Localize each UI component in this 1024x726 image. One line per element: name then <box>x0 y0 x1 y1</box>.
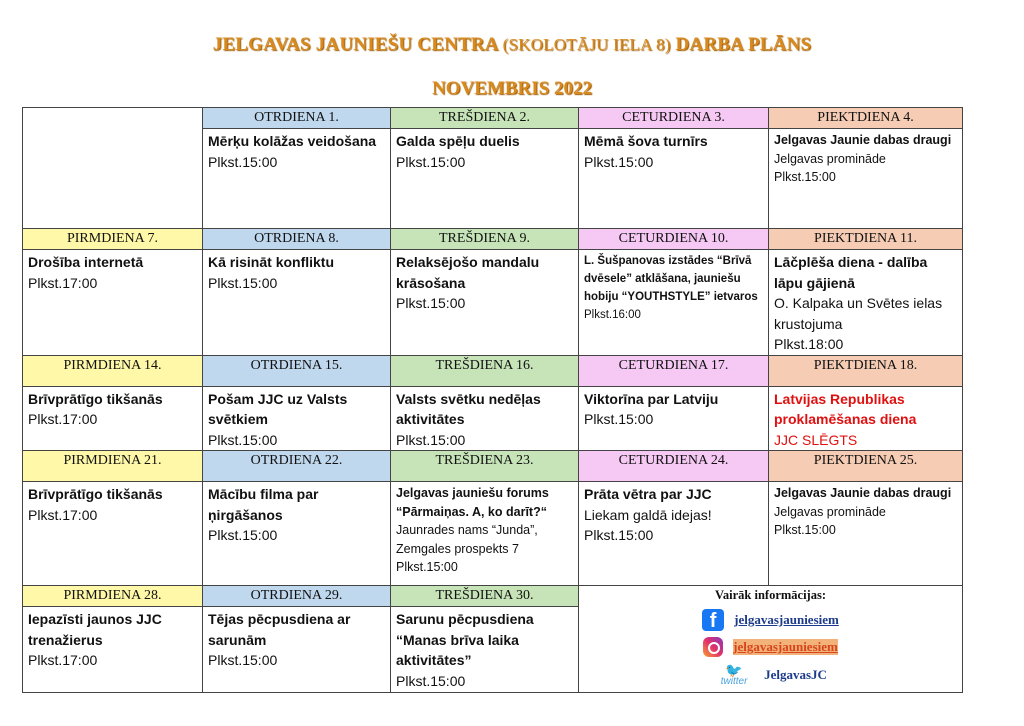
day-header: CETURDIENA 10. <box>579 229 769 250</box>
event-cell <box>579 250 769 356</box>
event-title: Brīvprātīgo tikšanās <box>28 390 163 407</box>
event-row <box>23 250 963 356</box>
header-row <box>23 108 963 129</box>
event-time: Plkst.15:00 <box>396 560 458 574</box>
title-address: (SKOLOTĀJU IELA 8) <box>502 35 671 54</box>
info-cell <box>579 586 963 693</box>
day-header: TREŠDIENA 23. <box>391 451 579 482</box>
day-header: CETURDIENA 3. <box>579 108 769 129</box>
event-cell <box>391 482 579 586</box>
event-time: Plkst.15:00 <box>208 527 278 543</box>
event-cell <box>203 386 391 451</box>
schedule-table <box>22 107 963 693</box>
event-cell <box>769 482 963 586</box>
day-header: OTRDIENA 29. <box>203 586 391 607</box>
event-title: Jelgavas Jaunie dabas draugi <box>774 486 952 500</box>
more-info-panel <box>579 588 962 687</box>
event-location: Jelgavas promināde <box>774 151 886 166</box>
event-row <box>23 482 963 586</box>
day-header: PIRMDIENA 7. <box>23 229 203 250</box>
day-header: CETURDIENA 17. <box>579 355 769 386</box>
day-header: PIEKTDIENA 25. <box>769 451 963 482</box>
day-header: PIRMDIENA 28. <box>23 586 203 607</box>
event-title: Mēmā šova turnīrs <box>584 133 708 149</box>
event-location: O. Kalpaka un Svētes ielas krustojuma <box>774 295 943 332</box>
instagram-row <box>579 637 962 657</box>
event-cell <box>391 250 579 356</box>
day-header: TREŠDIENA 2. <box>391 108 579 129</box>
event-time: Plkst.15:00 <box>208 431 278 448</box>
day-header: TREŠDIENA 16. <box>391 355 579 386</box>
event-cell <box>579 482 769 586</box>
event-title: Jelgavas jauniešu forums “Pārmaiņas. A, ko darīt?“ <box>396 486 549 519</box>
day-header: OTRDIENA 15. <box>203 355 391 386</box>
day-header: PIEKTDIENA 4. <box>769 108 963 129</box>
more-info-heading: Vairāk informācijas: <box>715 588 826 602</box>
instagram-handle[interactable]: jelgavasjauniesiem <box>733 639 838 654</box>
instagram-icon <box>703 637 723 657</box>
month-title: NOVEMBRIS 2022 <box>432 78 592 99</box>
event-title: Jelgavas Jaunie dabas draugi <box>774 133 952 147</box>
holiday-title: Latvijas Republikas proklamēšanas diena <box>774 390 917 427</box>
twitter-label: twitter <box>720 676 748 687</box>
event-time: Plkst.15:00 <box>208 652 278 668</box>
facebook-icon: f <box>702 609 724 631</box>
event-location: Jaunrades nams “Junda”, Zemgales prospekts 7 <box>396 523 538 556</box>
event-cell <box>23 386 203 451</box>
title-part1: JELGAVAS JAUNIEŠU CENTRA <box>212 34 498 55</box>
event-time: Plkst.17:00 <box>28 274 98 291</box>
event-time: Plkst.15:00 <box>584 153 654 170</box>
event-title: Mācību filma par ņirgāšanos <box>208 486 319 523</box>
event-location: Jelgavas promināde <box>774 504 886 519</box>
day-header: OTRDIENA 8. <box>203 229 391 250</box>
header-row <box>23 586 963 607</box>
day-header: CETURDIENA 24. <box>579 451 769 482</box>
event-time: Plkst.15:00 <box>774 523 836 537</box>
event-note: Liekam galdā idejas! <box>584 506 712 523</box>
event-time: Plkst.15:00 <box>584 527 654 543</box>
event-title: Drošība internetā <box>28 254 144 270</box>
event-time: Plkst.15:00 <box>208 153 278 170</box>
event-time: Plkst.15:00 <box>396 295 466 311</box>
facebook-handle[interactable]: jelgavasjauniesiem <box>734 612 839 627</box>
event-cell <box>579 129 769 229</box>
event-cell <box>391 129 579 229</box>
document-title <box>0 34 1024 56</box>
event-time: Plkst.15:00 <box>584 411 654 427</box>
event-cell <box>23 250 203 356</box>
twitter-row <box>579 663 962 687</box>
day-header: TREŠDIENA 30. <box>391 586 579 607</box>
event-title: Mērķu kolāžas veidošana <box>208 133 377 149</box>
event-title: Kā risināt konfliktu <box>208 254 335 270</box>
event-time: Plkst.15:00 <box>396 153 466 170</box>
event-title: Valsts svētku nedēļas aktivitātes <box>396 390 541 427</box>
day-header: OTRDIENA 1. <box>203 108 391 129</box>
event-cell <box>23 482 203 586</box>
event-time: Plkst.15:00 <box>774 170 836 184</box>
event-title: Galda spēļu duelis <box>396 133 520 149</box>
event-cell <box>579 386 769 451</box>
event-title: Prāta vētra par JJC <box>584 486 712 502</box>
header-row <box>23 355 963 386</box>
event-time: Plkst.16:00 <box>584 309 641 321</box>
day-header: OTRDIENA 22. <box>203 451 391 482</box>
event-cell <box>769 129 963 229</box>
event-cell <box>769 250 963 356</box>
event-cell <box>391 386 579 451</box>
title-part3: DARBA PLĀNS <box>675 34 812 55</box>
event-title: Sarunu pēcpusdiena “Manas brīva laika aktivitātes” <box>396 611 534 668</box>
facebook-row <box>579 609 962 631</box>
header-row <box>23 229 963 250</box>
header-row <box>23 451 963 482</box>
event-title: Viktorīna par Latviju <box>584 390 719 407</box>
event-cell <box>769 386 963 451</box>
event-title: Brīvprātīgo tikšanās <box>28 486 163 502</box>
day-header: PIEKTDIENA 18. <box>769 355 963 386</box>
event-cell <box>203 129 391 229</box>
day-header: TREŠDIENA 9. <box>391 229 579 250</box>
event-time: Plkst.15:00 <box>208 274 278 291</box>
event-title: Pošam JJC uz Valsts svētkiem <box>208 390 348 427</box>
event-title: Relaksējošo mandalu krāsošana <box>396 254 540 291</box>
event-title: Tējas pēcpusdiena ar sarunām <box>208 611 351 648</box>
twitter-handle[interactable]: JelgavasJC <box>764 667 827 682</box>
twitter-icon: 🐦 twitter <box>720 662 748 687</box>
day-header: PIRMDIENA 21. <box>23 451 203 482</box>
day-header: PIEKTDIENA 11. <box>769 229 963 250</box>
day-header: PIRMDIENA 14. <box>23 355 203 386</box>
empty-cell <box>23 108 203 229</box>
event-cell <box>391 607 579 693</box>
event-row <box>23 386 963 451</box>
closed-notice: JJC SLĒGTS <box>774 431 858 448</box>
event-time: Plkst.18:00 <box>774 336 844 352</box>
event-time: Plkst.17:00 <box>28 652 98 668</box>
event-cell <box>203 607 391 693</box>
event-cell <box>23 607 203 693</box>
event-time: Plkst.17:00 <box>28 411 98 427</box>
event-cell <box>203 250 391 356</box>
event-title: Lāčplēša diena - dalība lāpu gājienā <box>774 254 928 291</box>
event-title: Iepazīsti jaunos JJC trenažierus <box>28 611 162 648</box>
event-time: Plkst.15:00 <box>396 431 466 448</box>
event-time: Plkst.17:00 <box>28 506 98 523</box>
event-title: L. Šušpanovas izstādes “Brīvā dvēsele” atklāšana, jauniešu hobiju “YOUTHSTYLE” ietvaros <box>584 255 758 303</box>
event-cell <box>203 482 391 586</box>
event-time: Plkst.15:00 <box>396 672 466 689</box>
